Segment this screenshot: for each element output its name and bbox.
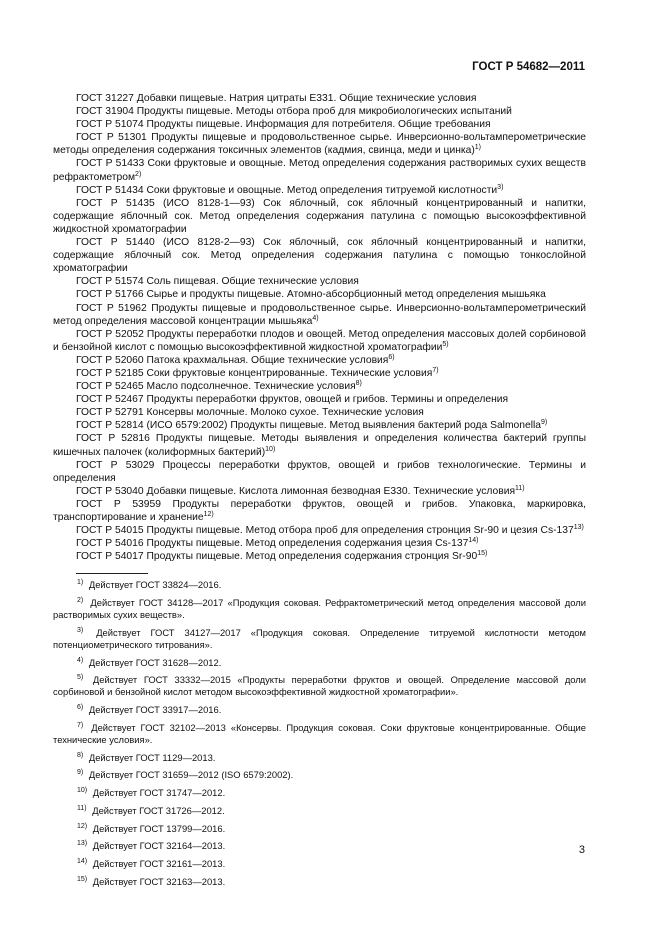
- reference-title: Продукты пищевые и продовольственное сырье. Инверсионно-вольтамперометрические методы определения содержания токсичных элементов (кадмия, свинца, меди и цинка): [53, 132, 586, 157]
- document-header: ГОСТ Р 54682—2011: [472, 61, 585, 73]
- footnote-marker[interactable]: 1): [474, 144, 481, 152]
- reference-id: ГОСТ Р 54017: [76, 551, 144, 563]
- reference-title: Добавки пищевые. Кислота лимонная безводная Е330. Технические условия: [146, 485, 516, 497]
- reference-entry: [53, 524, 586, 537]
- reference-title: Продукты пищевые. Методы отбора проб для микробиологических испытаний: [136, 106, 512, 118]
- reference-title: Продукты пищевые. Метод определения содержания стронция Sr-90: [146, 551, 478, 563]
- footnote: $^{1)}$ Действует ГОСТ 33824—2016.: [77, 579, 222, 590]
- footnote-marker[interactable]: 10): [265, 445, 276, 453]
- footnote-marker[interactable]: 4): [312, 314, 319, 322]
- reference-title: Продукты пищевые и продовольственное сырье. Инверсионно-вольтамперометрический метод определения массовой концентрации мышьяка: [53, 302, 586, 327]
- reference-entry: [53, 118, 586, 131]
- reference-id: ГОСТ 31227: [76, 93, 134, 104]
- footnote-separator: [76, 573, 148, 574]
- reference-entry: [53, 105, 586, 118]
- reference-entry: [53, 432, 586, 458]
- reference-id: ГОСТ Р 52791: [76, 407, 144, 419]
- reference-entry: [53, 550, 586, 563]
- reference-title: Продукты пищевые. Метод определения содержания цезия Cs-137: [146, 538, 469, 550]
- reference-entry: [53, 236, 586, 275]
- reference-entry: [53, 537, 586, 550]
- reference-id: ГОСТ Р 52816: [76, 433, 150, 445]
- reference-title: Добавки пищевые. Натрия цитраты Е331. Общие технические условия: [136, 93, 477, 104]
- footnote: $^{14)}$ Действует ГОСТ 32161—2013.: [77, 857, 226, 869]
- reference-id: ГОСТ Р 53040: [76, 485, 144, 497]
- reference-title: Продукты пищевые. Информация для потребителя. Общие требования: [146, 119, 491, 131]
- reference-id: ГОСТ Р 54015: [76, 525, 144, 537]
- reference-entry: [53, 406, 586, 419]
- footnote-text: Действует ГОСТ 32102—2013 «Консервы. Продукция соковая. Соки фруктовые концентрированные. Общие технические условия».: [53, 721, 586, 746]
- footnote-text: Действует ГОСТ 13799—2016.: [92, 822, 226, 834]
- footnote-text: Действует ГОСТ 31659—2012 (ISO 6579:2002).: [88, 769, 294, 781]
- reference-entry: [53, 275, 586, 288]
- footnote-marker[interactable]: 15): [477, 550, 488, 558]
- footnote: $^{11)}$ Действует ГОСТ 31726—2012.: [77, 804, 225, 816]
- reference-entry: [53, 354, 586, 367]
- reference-id: ГОСТ Р 52185: [76, 367, 144, 379]
- reference-entry: [53, 498, 586, 524]
- reference-id: ГОСТ Р 51301: [76, 132, 147, 144]
- reference-entry: [53, 131, 586, 157]
- footnote-marker[interactable]: 13): [573, 524, 584, 532]
- footnote-marker[interactable]: 12): [203, 511, 214, 518]
- reference-entry: [53, 157, 586, 183]
- footnote-marker[interactable]: 5): [442, 340, 449, 348]
- reference-entry: [53, 380, 586, 393]
- reference-title: Соки фруктовые концентрированные. Технические условия: [146, 367, 433, 379]
- footnote-text: Действует ГОСТ 33824—2016.: [88, 579, 222, 590]
- footnote-text: Действует ГОСТ 31747—2012.: [92, 787, 226, 799]
- footnote-text: Действует ГОСТ 32163—2013.: [92, 875, 226, 887]
- footnote: $^{2)}$ Действует ГОСТ 34128—2017 «Продукция соковая. Рефрактометрический метод определения массовой доли растворимых сухих веществ».: [53, 596, 586, 620]
- reference-entry: [53, 419, 586, 432]
- footnote-text: Действует ГОСТ 32164—2013.: [92, 840, 226, 852]
- reference-entry: [53, 393, 586, 406]
- footnote-marker[interactable]: 8): [355, 380, 362, 388]
- reference-id: ГОСТ Р 52465: [76, 381, 144, 393]
- reference-id: ГОСТ Р 52814 (ИСО 6579:2002): [76, 420, 228, 432]
- reference-title: Продукты переработки фруктов, овощей и грибов. Упаковка, маркировка, транспортирование и хранение: [53, 498, 586, 523]
- footnote-marker[interactable]: 6): [388, 353, 395, 361]
- reference-id: ГОСТ Р 53959: [76, 498, 161, 510]
- footnote: $^{9)}$ Действует ГОСТ 31659—2012 (ISO 6579:2002).: [77, 769, 294, 781]
- reference-title: Сырье и продукты пищевые. Атомно-абсорбционный метод определения мышьяка: [146, 289, 546, 301]
- reference-title: Процессы переработки фруктов, овощей и грибов технологические. Термины и определения: [53, 459, 586, 484]
- footnote-text: Действует ГОСТ 1129—2013.: [88, 751, 216, 763]
- reference-id: ГОСТ Р 51074: [76, 119, 144, 131]
- reference-title: Продукты переработки фруктов, овощей и грибов. Термины и определения: [146, 394, 509, 406]
- footnote: $^{6)}$ Действует ГОСТ 33917—2016.: [77, 704, 222, 716]
- reference-id: ГОСТ Р 51440 (ИСО 8128-2—93): [76, 237, 255, 249]
- reference-title: Сок яблочный, сок яблочный концентрированный и напитки, содержащие яблочный сок. Метод определения содержания патулина с помощью тонкослойной хроматографии: [53, 237, 586, 275]
- footnote: $^{3)}$ Действует ГОСТ 34127—2017 «Продукция соковая. Определение титруемой кислотности методом потенциометрического титрования».: [53, 626, 586, 650]
- footnote-text: Действует ГОСТ 31726—2012.: [92, 804, 225, 816]
- footnote: $^{13)}$ Действует ГОСТ 32164—2013.: [77, 840, 226, 852]
- reference-title: Продукты пищевые. Метод выявления бактерий рода Salmonella: [230, 420, 542, 432]
- footnote-marker[interactable]: 11): [515, 484, 525, 492]
- reference-title: Консервы молочные. Молоко сухое. Технические условия: [146, 407, 424, 419]
- reference-title: Соки фруктовые и овощные. Метод определения титруемой кислотности: [146, 184, 498, 196]
- reference-entry: [53, 92, 586, 105]
- footnote: $^{4)}$ Действует ГОСТ 31628—2012.: [77, 656, 222, 668]
- reference-entry: [53, 485, 586, 498]
- reference-id: ГОСТ Р 51435 (ИСО 8128-1—93): [76, 197, 255, 209]
- reference-title: Соки фруктовые и овощные. Метод определения содержания растворимых сухих веществ рефрактометром: [53, 158, 586, 183]
- footnote: $^{7)}$ Действует ГОСТ 32102—2013 «Консервы. Продукция соковая. Соки фруктовые концентрированные. Общие технические условия».: [53, 721, 586, 746]
- reference-id: ГОСТ Р 54016: [76, 538, 144, 550]
- footnotes: [53, 579, 586, 893]
- reference-id: ГОСТ Р 52467: [76, 394, 144, 406]
- reference-entry: [53, 197, 586, 236]
- reference-entry: [53, 288, 586, 301]
- reference-title: Соль пищевая. Общие технические условия: [146, 276, 359, 288]
- reference-id: ГОСТ Р 52052: [76, 328, 144, 340]
- footnote-marker[interactable]: 3): [497, 183, 504, 191]
- reference-id: ГОСТ Р 51574: [76, 276, 144, 288]
- footnote-text: Действует ГОСТ 33332—2015 «Продукты переработки фруктов и овощей. Определение массовой доли сорбиновой и бензойной кислот методом высокоэффективной жидкостной хроматографии».: [53, 674, 587, 698]
- reference-entry: [53, 459, 586, 485]
- reference-title: Масло подсолнечное. Технические условия: [146, 381, 356, 393]
- footnote: $^{5)}$ Действует ГОСТ 33332—2015 «Продукты переработки фруктов и овощей. Определение массовой доли сорбиновой и бензойной кислот методом высокоэффективной жидкостной хроматографии».: [53, 674, 587, 698]
- page-number: 3: [578, 844, 585, 856]
- reference-id: ГОСТ Р 53029: [76, 459, 155, 471]
- footnote: $^{8)}$ Действует ГОСТ 1129—2013.: [77, 751, 216, 763]
- reference-entry: [53, 302, 586, 328]
- reference-id: ГОСТ Р 51434: [76, 184, 144, 196]
- reference-id: ГОСТ Р 51766: [76, 289, 144, 301]
- reference-title: Патока крахмальная. Общие технические условия: [146, 354, 389, 366]
- footnote: $^{10)}$ Действует ГОСТ 31747—2012.: [77, 787, 226, 799]
- footnote-marker[interactable]: 7): [432, 366, 439, 374]
- footnote-marker[interactable]: 14): [468, 537, 479, 545]
- reference-title: Сок яблочный, сок яблочный концентрированный и напитки, содержащие яблочный сок. Метод определения содержания патулина с помощью высокоэффективной жидкостной хроматографии: [53, 197, 586, 235]
- footnote-marker[interactable]: 2): [135, 170, 142, 178]
- footnote: $^{12)}$ Действует ГОСТ 13799—2016.: [77, 822, 226, 834]
- reference-id: ГОСТ Р 52060: [76, 354, 144, 366]
- reference-title: Продукты пищевые. Методы выявления и определения количества бактерий группы кишечных палочек (колиформных бактерий): [53, 433, 586, 458]
- footnote: $^{15)}$ Действует ГОСТ 32163—2013.: [77, 875, 226, 887]
- reference-id: ГОСТ 31904: [76, 106, 134, 118]
- reference-id: ГОСТ Р 51962: [76, 302, 147, 314]
- footnote-text: Действует ГОСТ 33917—2016.: [88, 704, 222, 716]
- reference-id: ГОСТ Р 51433: [76, 158, 145, 170]
- footnote-text: Действует ГОСТ 32161—2013.: [92, 857, 226, 869]
- footnote-text: Действует ГОСТ 31628—2012.: [88, 656, 222, 668]
- footnote-text: Действует ГОСТ 34127—2017 «Продукция соковая. Определение титруемой кислотности методом потенциометрического титрования».: [53, 626, 586, 650]
- reference-entry: [53, 367, 586, 380]
- footnote-marker[interactable]: 9): [541, 419, 548, 427]
- normative-references-list: [53, 92, 586, 563]
- reference-title: Продукты пищевые. Метод отбора проб для определения стронция Sr-90 и цезия Cs-137: [146, 525, 574, 537]
- reference-entry: [53, 184, 586, 197]
- reference-title: Продукты переработки плодов и овощей. Метод определения массовых долей сорбиновой и бензойной кислот с помощью высокоэффективной жидкостной хроматографии: [53, 328, 586, 353]
- footnote-text: Действует ГОСТ 34128—2017 «Продукция соковая. Рефрактометрический метод определения массовой доли растворимых сухих веществ».: [53, 596, 586, 620]
- reference-entry: [53, 328, 586, 354]
